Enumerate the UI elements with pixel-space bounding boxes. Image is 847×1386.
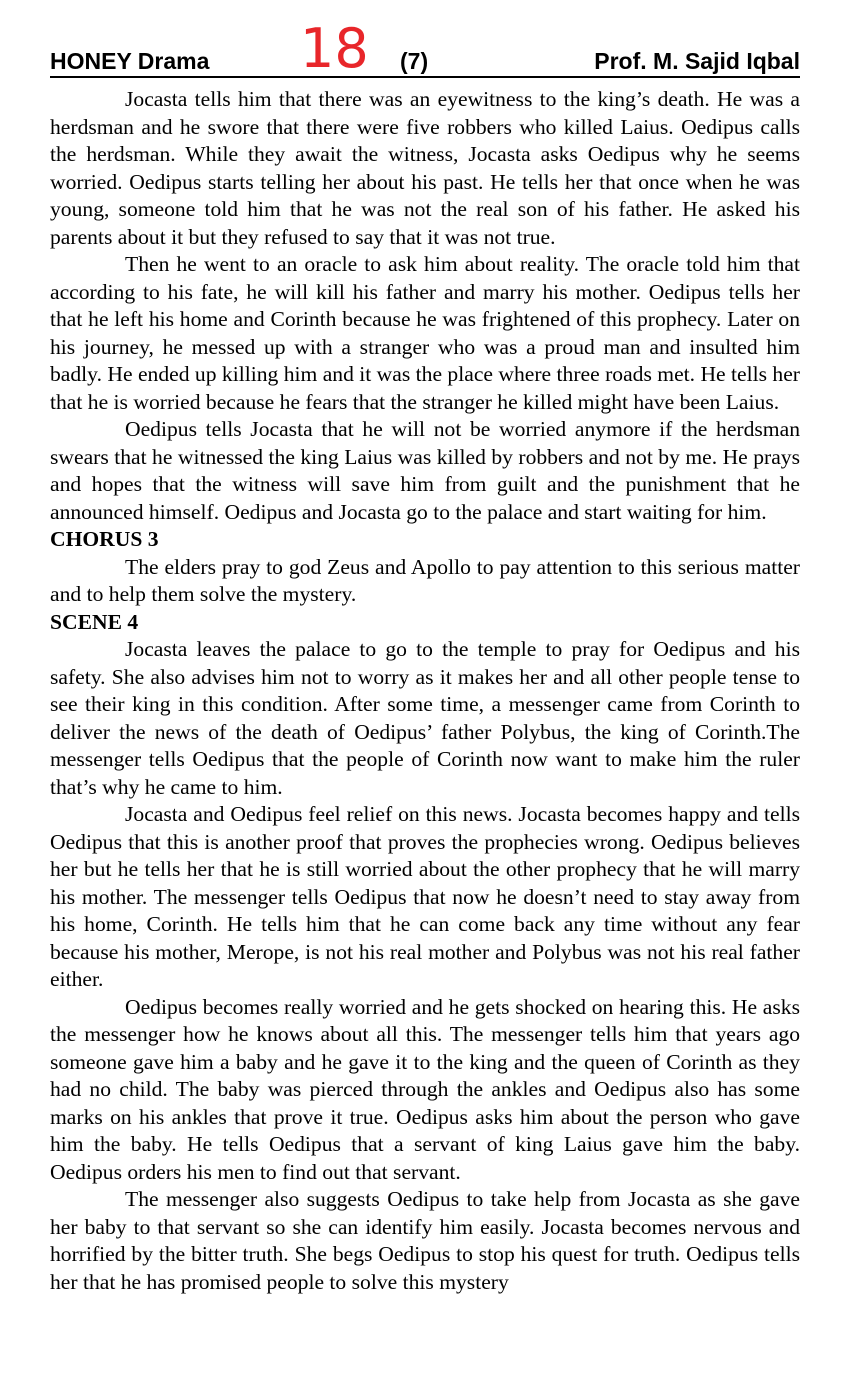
author-name: Prof. M. Sajid Iqbal bbox=[594, 48, 800, 74]
paragraph: Jocasta tells him that there was an eyewitness to the king’s death. He was a herdsman and he swore that there were five robbers who killed Laius. Oedipus calls the herdsman. While they await the witness, Jocasta asks Oedipus why he seems worried. Oedipus starts telling her about his past. He tells her that once when he was young, someone told him that he was not the real son of his father. He asked his parents about it but they refused to say that it was not true. bbox=[50, 87, 800, 249]
paragraph: Jocasta and Oedipus feel relief on this news. Jocasta becomes happy and tells Oedipus that this is another proof that proves the prophecies wrong. Oedipus believes her but he tells her that he is still worried about the other prophecy that he will marry his mother. The messenger tells Oedipus that now he doesn’t need to stay away from his home, Corinth. He tells him that he can come back any time without any fear because his mother, Merope, is not his real mother and Polybus was not his real father either. bbox=[50, 802, 800, 991]
document-body bbox=[50, 86, 800, 1296]
paragraph: The elders pray to god Zeus and Apollo to pay attention to this serious matter and to help them solve the mystery. bbox=[50, 554, 800, 606]
document-page bbox=[50, 18, 800, 1296]
paragraph: Oedipus becomes really worried and he gets shocked on hearing this. He asks the messenger how he knows about all this. The messenger tells him that years ago someone gave him a baby and he gave it to the king and the queen of Corinth as they had no child. The baby was pierced through the ankles and Oedipus also has some marks on his ankles that prove it true. Oedipus asks him about the person who gave him the baby. He tells Oedipus that a servant of king Laius gave him the baby. Oedipus orders his men to find out that servant. bbox=[50, 994, 800, 1184]
paragraph: Then he went to an oracle to ask him about reality. The oracle told him that according to his fate, he will kill his father and marry his mother. Oedipus tells her that he left his home and Corinth because he was frightened of this prophecy. Later on his journey, he messed up with a stranger who was a proud man and insulted him badly. He ended up killing him and it was the place where three roads met. He tells her that he is worried because he fears that the stranger he killed might have been Laius. bbox=[50, 252, 800, 414]
book-title: HONEY Drama bbox=[50, 48, 210, 74]
page-number: 18 bbox=[300, 17, 369, 80]
paragraph: Oedipus tells Jocasta that he will not be worried anymore if the herdsman swears that he witnessed the king Laius was killed by robbers and not by me. He prays and hopes that the witness will save him from guilt and the punishment that he announced himself. Oedipus and Jocasta go to the palace and start waiting for him. bbox=[50, 417, 800, 524]
paragraph: Jocasta leaves the palace to go to the temple to pray for Oedipus and his safety. She also advises him not to worry as it makes her and all other people tense to see their king in this condition. After some time, a messenger came from Corinth to deliver the news of the death of Oedipus’ father Polybus, the king of Corinth.The messenger tells Oedipus that the people of Corinth now want to make him the ruler that’s why he came to him. bbox=[50, 637, 800, 799]
part-number: (7) bbox=[400, 48, 429, 74]
section-heading-chorus-3: CHORUS 3 bbox=[50, 527, 159, 551]
section-heading-scene-4: SCENE 4 bbox=[50, 609, 139, 634]
paragraph: The messenger also suggests Oedipus to take help from Jocasta as she gave her baby to that servant so she can identify him easily. Jocasta becomes nervous and horrified by the bitter truth. She begs Oedipus to stop his quest for truth. Oedipus tells her that he has promised people to solve this mystery bbox=[50, 1187, 800, 1294]
page-header bbox=[50, 18, 800, 78]
